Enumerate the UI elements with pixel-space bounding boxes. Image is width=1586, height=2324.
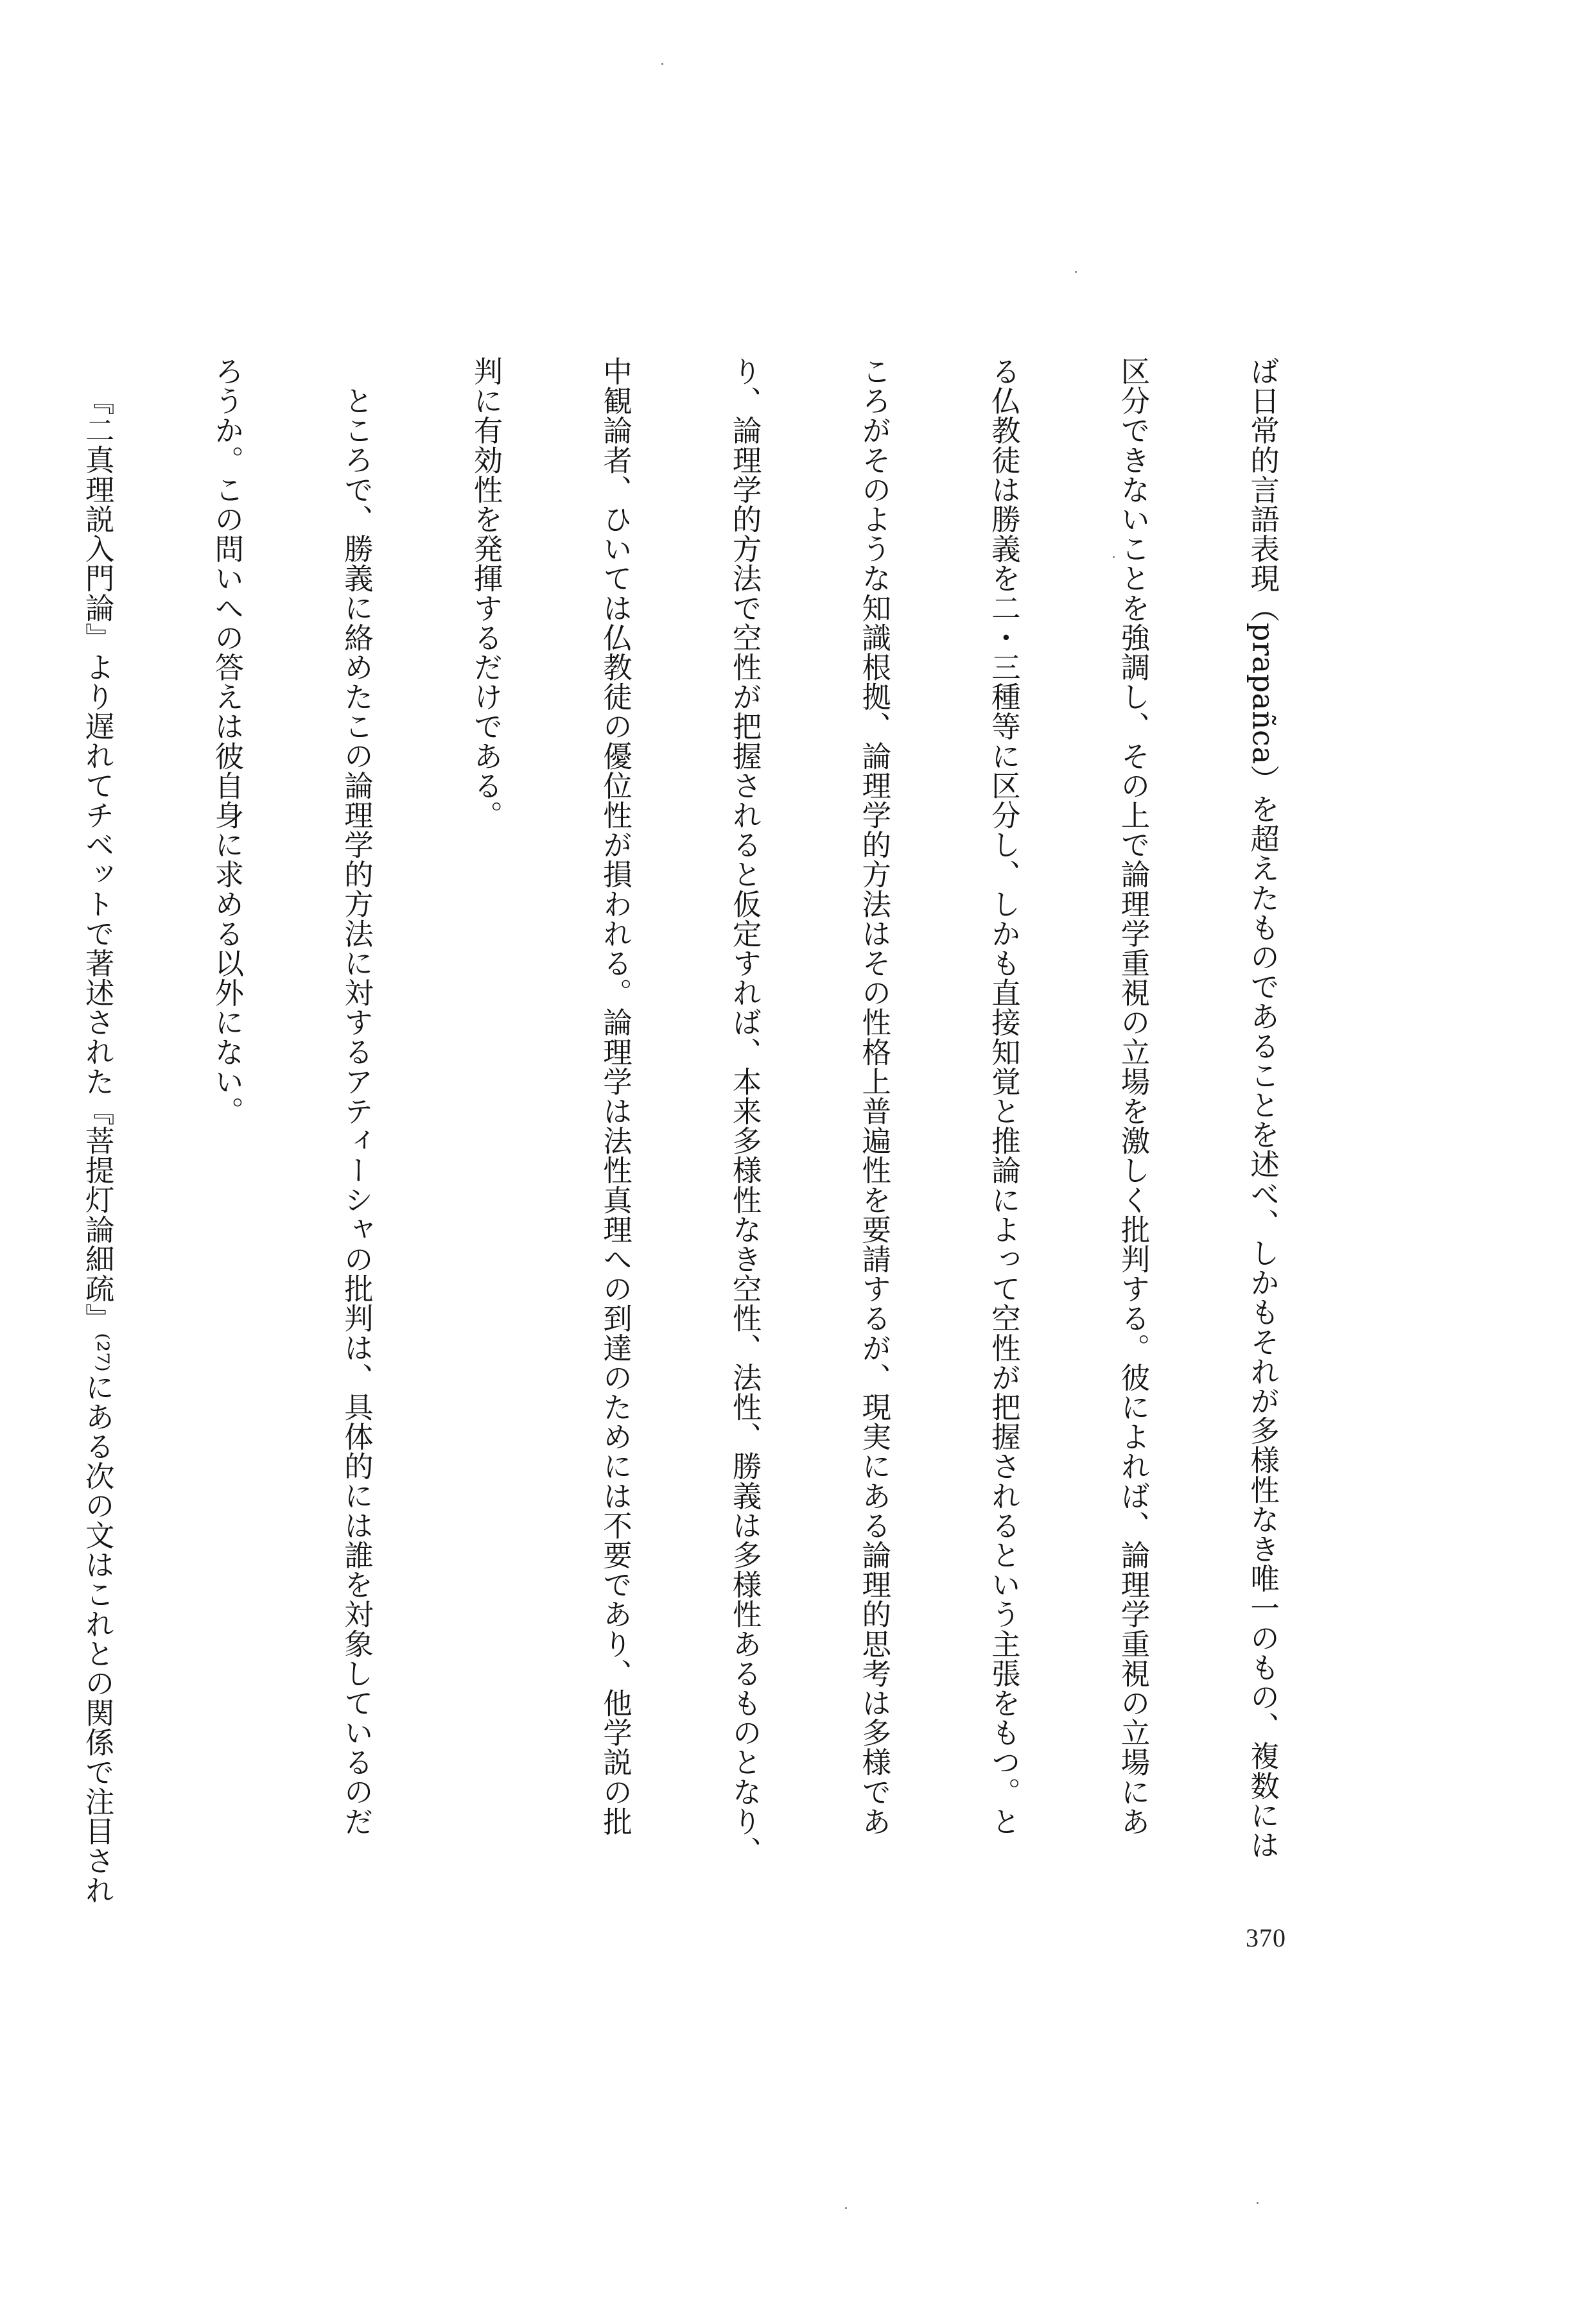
scan-speck [1257, 2202, 1259, 2204]
body-line: り、論理学的方法で空性が把握されると仮定すれば、本来多様性なき空性、法性、勝義は多様性あるものとなり、 [728, 356, 763, 1866]
scan-speck [845, 2207, 847, 2209]
scan-speck [1113, 556, 1115, 558]
body-line: ば日常的言語表現（prapañca）を超えたものであることを述べ、しかもそれが多様性なき唯一のもの、複数には [1246, 356, 1280, 1860]
body-line: 区分できないことを強調し、その上で論理学重視の立場を激しく批判する。彼によれば、論理学重視の立場にあ [1116, 356, 1151, 1836]
body-line: ところで、勝義に絡めたこの論理学的方法に対するアティーシャの批判は、具体的には誰を対象しているのだ [340, 385, 374, 1836]
scan-speck [661, 63, 663, 65]
body-line: る仏教徒は勝義を二・三種等に区分し、しかも直接知覚と推論によって空性が把握されるという主張をもつ。と [987, 356, 1022, 1836]
page-number: 370 [1246, 1923, 1286, 1952]
body-line: 判に有効性を発揮するだけである。 [469, 356, 503, 830]
body-line: ろうか。この問いへの答えは彼自身に求める以外にない。 [210, 356, 245, 1126]
body-line: 『二真理説入門論』より遅れてチベットで著述された『菩提灯論細疏』⁽²⁷⁾にある次の文はこれとの関係で注目され [81, 385, 116, 1905]
scan-speck [1075, 271, 1077, 273]
body-line: 中観論者、ひいては仏教徒の優位性が損われる。論理学は法性真理への到達のためには不要であり、他学説の批 [598, 356, 633, 1836]
body-line: ころがそのような知識根拠、論理学的方法はその性格上普遍性を要請するが、現実にある論理的思考は多様であ [857, 356, 892, 1836]
vertical-text-block [0, 356, 1371, 1942]
